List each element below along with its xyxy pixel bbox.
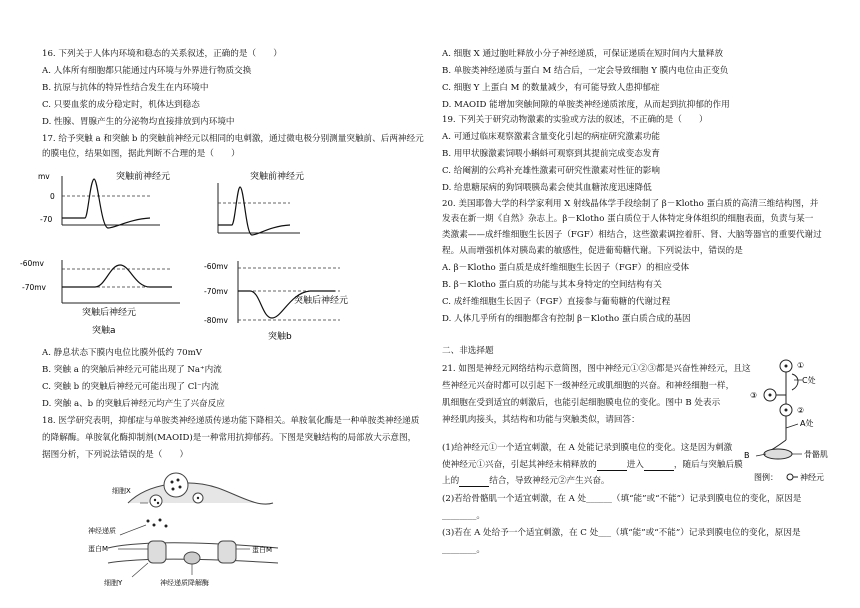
q19-stem: 19. 下列关于研究动物激素的实验或方法的叙述，不正确的是（ ） [442,115,708,125]
q16-option-b: B. 抗原与抗体的特异性结合发生在内环境中 [42,83,209,93]
q16-option-c: C. 只要血浆的成分稳定时，机体达到稳态 [42,100,200,110]
q19-option-d: D. 给患糖尿病的狗饲喂胰岛素会使其血糖浓度迅速降低 [442,183,652,193]
pre-neuron-label-a: 突触前神经元 [116,172,171,182]
post-neuron-label-b: 突触后神经元 [294,296,349,306]
neg70-tick: -70 [40,215,53,224]
neg60mv-tick-b: -60mv [204,262,228,271]
neuron-2-label: ② [797,406,805,415]
neuron-3-label: ③ [750,391,758,400]
neg80mv-tick-b: -80mv [204,316,228,325]
q21-part1-line2-pre: 使神经元①兴奋，引起其神经末梢释放的 [442,460,597,470]
legend-label: 图例： [754,473,778,482]
pre-graph-b [218,170,304,235]
q17-figure [0,163,430,343]
q20-line2: 发表在新一期《自然》杂志上。β－Klotho 蛋白质位于人体特定身体组织的细胞表面，负责与某一 [442,214,814,224]
q21-line4: 神经肌肉接头，其结构和功能与突触类似，请回答： [442,415,640,425]
cell-x-label: 细胞X [112,487,131,495]
q18-option-d: D. MAOID 能增加突触间隙的单胺类神经递质浓度，从而起到抗抑郁的作用 [442,100,730,110]
q19-option-c: C. 给阉割的公鸡补充雄性激素可研究性激素对性征的影响 [442,166,660,176]
q17-option-a: A. 静息状态下膜内电位比膜外低约 70mV [42,348,203,358]
section-title-nonchoice: 二、非选择题 [442,346,494,356]
answer-blank-2[interactable] [644,461,674,471]
q17-option-d: D. 突触 a、b 的突触后神经元均产生了兴奋反应 [42,399,225,409]
protein-m-right-label: 蛋白M [252,546,273,554]
q19-option-a: A. 可通过临床观察激素含量变化引起的病症研究激素功能 [442,132,660,142]
q21-part1-line3 [442,476,610,487]
q21-part2-line1: (2)若给骨骼肌一个适宜刺激，在 A 处______（填“能”或“不能”）记录到膜电位的变化，原因是 [442,494,802,504]
q17-stem-line2: 的膜电位，结果如图，据此判断不合理的是（ ） [42,149,240,159]
post-graph-b [204,261,348,342]
q18-stem-line3: 据图分析，下列说法错误的是（ ） [42,450,189,460]
right-column [430,0,860,608]
pre-neuron-label-b: 突触前神经元 [250,172,305,182]
neg60mv-tick-a: -60mv [20,259,44,268]
q18-stem-line1: 18. 医学研究表明，抑郁症与单胺类神经递质传递功能下降相关。单胺氧化酶是一种单胺类神经递质 [42,416,420,426]
q21-part1-line2-mid: 进入 [626,460,644,470]
q21-part3-line1: (3)若在 A 处给予一个适宜刺激，在 C 处___（填“能”或“不能”）记录到膜电位的变化，原因是 [442,528,801,538]
q17-option-c: C. 突触 b 的突触后神经元可能出现了 Cl⁻内流 [42,382,219,392]
q18-option-a: A. 细胞 X 通过胞吐释放小分子神经递质，可保证递质在短时间内大量释放 [442,49,724,59]
q19-option-b: B. 用甲状腺激素饲喂小蝌蚪可观察到其提前完成变态发育 [442,149,661,159]
q20-line3: 类激素——成纤维细胞生长因子（FGF）相结合，这些激素调控着肝、肾、大脑等器官的重要代谢过 [442,230,822,240]
muscle-label: 骨骼肌 [804,450,828,459]
q16-option-a: A. 人体所有细胞都只能通过内环境与外界进行物质交换 [42,66,252,76]
q18-option-b: B. 单胺类神经递质与蛋白 M 结合后，一定会导致细胞 Y 膜内电位由正变负 [442,66,729,76]
post-graph-a [20,259,180,336]
neg70mv-tick-a: -70mv [22,283,46,292]
synapse-a-label: 突触a [92,326,116,336]
q20-line1: 20. 美国耶鲁大学的科学家利用 X 射线晶体学手段绘制了 β－Klotho 蛋白质的高清三维结构图，并 [442,199,819,209]
q20-option-c: C. 成纤维细胞生长因子（FGF）直接参与葡萄糖的代谢过程 [442,297,671,307]
answer-blank-1[interactable] [597,461,627,471]
q21-part1-line3-post: 结合，导致神经元②产生兴奋。 [489,476,610,486]
transmitter-label: 神经递质 [88,527,116,535]
neg70mv-tick-b: -70mv [204,287,228,296]
q21-part1-line1: (1)给神经元①一个适宜刺激，在 A 处能记录到膜电位的变化。这是因为刺激 [442,443,733,453]
protein-m-left-label: 蛋白M [88,545,109,553]
q16-option-d: D. 性腺、胃腺产生的分泌物均直接排放到内环境中 [42,117,235,127]
zero-tick: 0 [50,192,55,201]
q18-option-c: C. 细胞 Y 上蛋白 M 的数量减少，有可能导致人患抑郁症 [442,83,660,93]
q16-stem: 16. 下列关于人体内环境和稳态的关系叙述，正确的是（ ） [42,49,282,59]
q17-stem-line1: 17. 给予突触 a 和突触 b 的突触前神经元以相同的电刺激，通过微电极分别测量突触前、后两神经元 [42,134,424,144]
pre-graph-a [38,170,170,228]
cell-y-label: 细胞Y [104,579,123,587]
q20-option-d: D. 人体几乎所有的细胞都含有控制 β－Klotho 蛋白质合成的基因 [442,314,691,324]
q21-line3: 肌细胞在受到适宜的刺激后，也能引起细胞膜电位的变化。图中 B 处表示 [442,398,721,408]
c-site-label: C处 [802,376,816,385]
q21-line1: 21. 如图是神经元网络结构示意简图，图中神经元①②③都是兴奋性神经元，且这 [442,364,751,374]
q21-line2: 些神经元兴奋时都可以引起下一级神经元或肌细胞的兴奋。和神经细胞一样， [442,381,735,391]
q20-line4: 程。从而增强机体对胰岛素的敏感性，促进葡萄糖代谢。下列说法中，错误的是 [442,246,743,256]
q18-figure [88,463,288,593]
a-site-label: A处 [800,419,814,428]
q21-part1-line3-pre: 上的 [442,476,460,486]
mv-label: mv [38,172,50,181]
answer-blank-3[interactable] [459,477,489,487]
enzyme-label: 神经递质降解酶 [160,579,209,587]
q20-option-b: B. β－Klotho 蛋白质的功能与其本身特定的空间结构有关 [442,280,662,290]
synapse-b-label: 突触b [268,332,292,342]
post-neuron-label-a: 突触后神经元 [82,308,137,318]
legend-neuron-text: 神经元 [800,473,824,482]
q20-option-a: A. β－Klotho 蛋白质是成纤维细胞生长因子（FGF）的相应受体 [442,263,690,273]
q21-part2-line2[interactable]: ________。 [442,511,485,521]
neuron-1-label: ① [797,361,805,370]
q21-part1-line2 [442,460,743,471]
b-site-label: B [744,451,750,460]
q18-stem-line2: 的降解酶。单胺氧化酶抑制剂(MAOID)是一种常用抗抑郁药。下图是突触结构的局部放大示意图， [42,433,417,443]
q21-figure [742,350,852,490]
q17-option-b: B. 突触 a 的突触后神经元可能出现了 Na⁺内流 [42,365,222,375]
q21-part3-line2[interactable]: ________。 [442,545,485,555]
q21-part1-line2-post: ，随后与突触后膜 [673,460,743,470]
